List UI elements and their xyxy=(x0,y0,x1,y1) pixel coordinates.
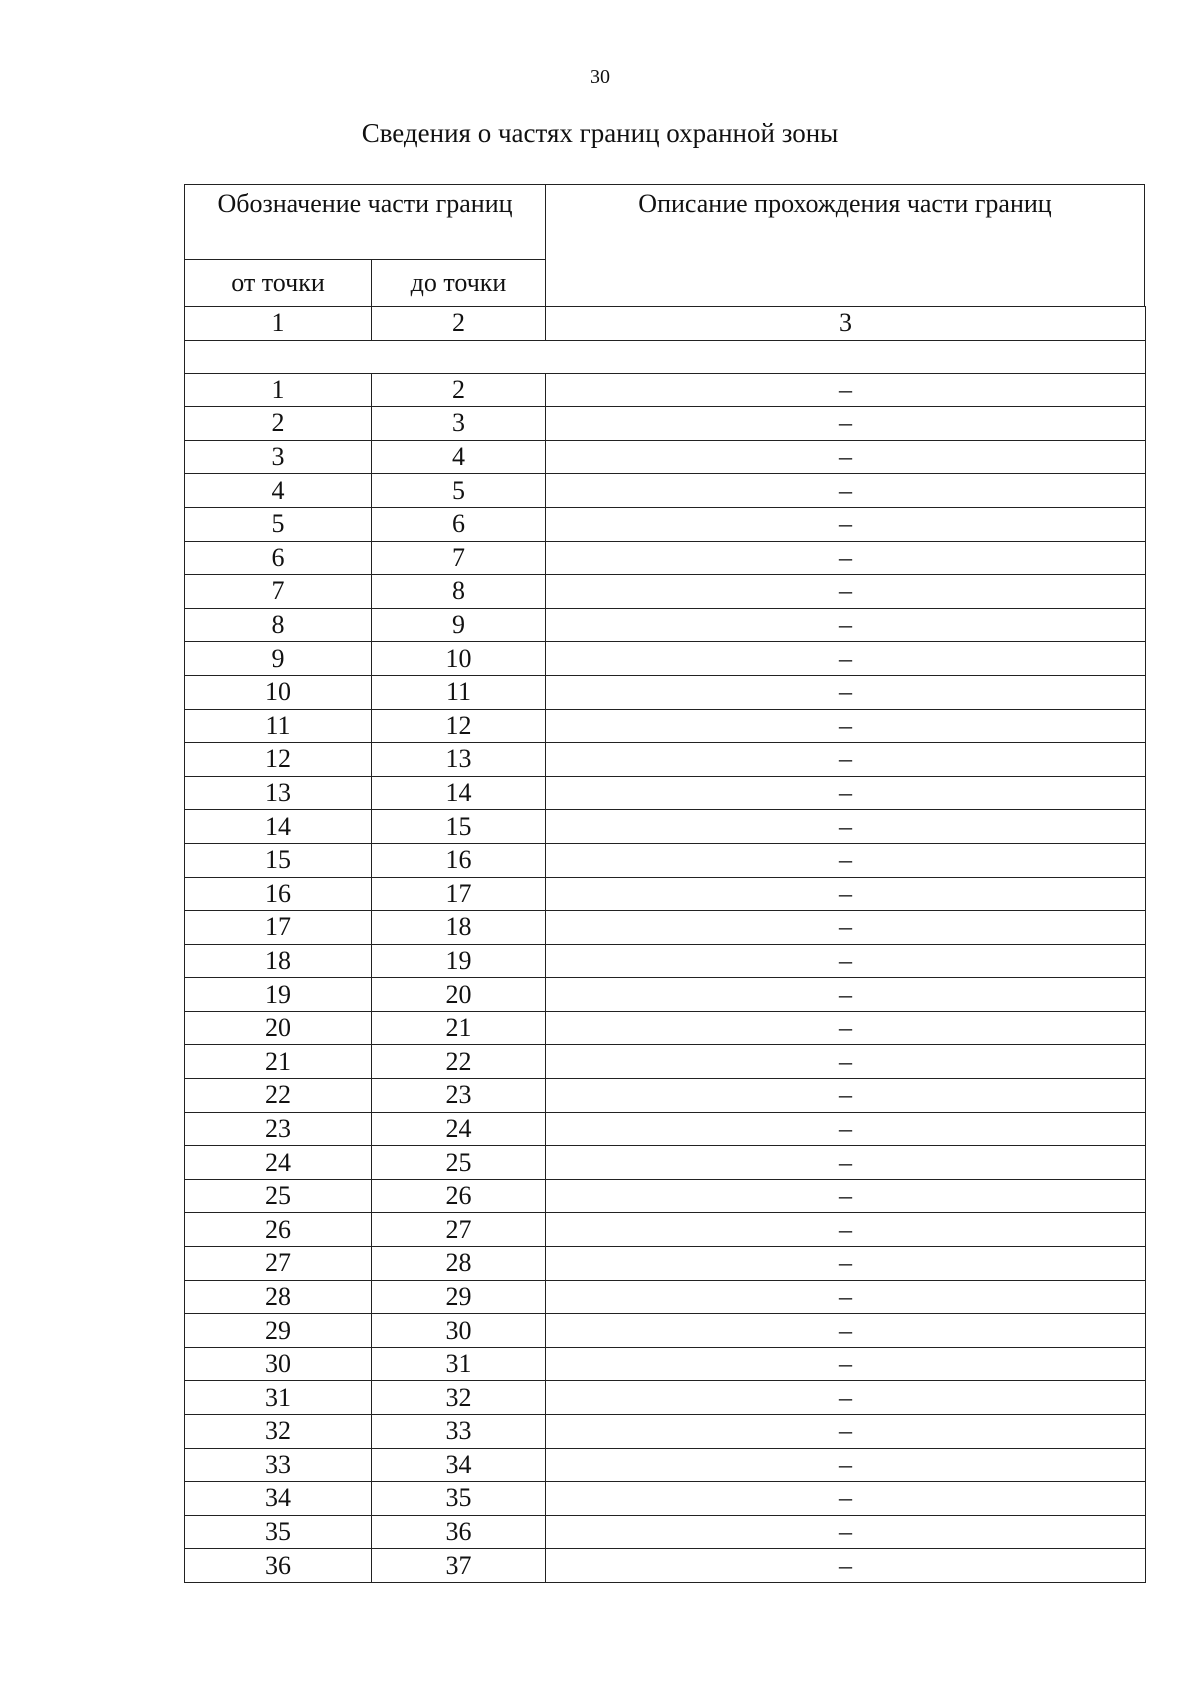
from-point-cell: 2 xyxy=(185,407,372,441)
table-row xyxy=(185,944,1146,978)
table-row xyxy=(185,978,1146,1012)
header-to-point: до точки xyxy=(372,260,546,307)
column-number-row xyxy=(185,307,1146,341)
table-row xyxy=(185,373,1146,407)
table-header xyxy=(184,184,1145,307)
table-row xyxy=(185,1011,1146,1045)
description-cell: – xyxy=(546,675,1146,709)
to-point-cell: 5 xyxy=(372,474,546,508)
from-point-cell: 32 xyxy=(185,1415,372,1449)
table-row xyxy=(185,1381,1146,1415)
to-point-cell: 30 xyxy=(372,1314,546,1348)
to-point-cell: 6 xyxy=(372,507,546,541)
to-point-cell: 23 xyxy=(372,1079,546,1113)
from-point-cell: 5 xyxy=(185,507,372,541)
table-row xyxy=(185,507,1146,541)
description-cell: – xyxy=(546,1314,1146,1348)
from-point-cell: 3 xyxy=(185,440,372,474)
description-cell: – xyxy=(546,709,1146,743)
from-point-cell: 26 xyxy=(185,1213,372,1247)
page-number: 30 xyxy=(590,66,610,88)
from-point-cell: 21 xyxy=(185,1045,372,1079)
from-point-cell: 6 xyxy=(185,541,372,575)
description-cell: – xyxy=(546,608,1146,642)
table-row xyxy=(185,1079,1146,1113)
to-point-cell: 16 xyxy=(372,843,546,877)
column-number-2: 2 xyxy=(372,307,546,341)
table-row xyxy=(185,1146,1146,1180)
description-cell: – xyxy=(546,1213,1146,1247)
table-row xyxy=(185,1045,1146,1079)
from-point-cell: 23 xyxy=(185,1112,372,1146)
table-row xyxy=(185,843,1146,877)
to-point-cell: 15 xyxy=(372,810,546,844)
table-row xyxy=(185,440,1146,474)
table-row xyxy=(185,407,1146,441)
description-cell: – xyxy=(546,1549,1146,1583)
table-row xyxy=(185,1515,1146,1549)
table-row xyxy=(185,1448,1146,1482)
table-row xyxy=(185,877,1146,911)
description-cell: – xyxy=(546,1448,1146,1482)
description-cell: – xyxy=(546,440,1146,474)
from-point-cell: 35 xyxy=(185,1515,372,1549)
from-point-cell: 12 xyxy=(185,743,372,777)
description-cell: – xyxy=(546,541,1146,575)
description-cell: – xyxy=(546,1045,1146,1079)
section-label xyxy=(185,340,1146,373)
table-row xyxy=(185,474,1146,508)
description-cell: – xyxy=(546,1079,1146,1113)
from-point-cell: 11 xyxy=(185,709,372,743)
to-point-cell: 37 xyxy=(372,1549,546,1583)
from-point-cell: 19 xyxy=(185,978,372,1012)
to-point-cell: 2 xyxy=(372,373,546,407)
to-point-cell: 3 xyxy=(372,407,546,441)
to-point-cell: 4 xyxy=(372,440,546,474)
table-row xyxy=(185,1347,1146,1381)
from-point-cell: 13 xyxy=(185,776,372,810)
from-point-cell: 8 xyxy=(185,608,372,642)
table-row xyxy=(185,575,1146,609)
from-point-cell: 7 xyxy=(185,575,372,609)
to-point-cell: 33 xyxy=(372,1415,546,1449)
to-point-cell: 9 xyxy=(372,608,546,642)
table-row xyxy=(185,911,1146,945)
from-point-cell: 31 xyxy=(185,1381,372,1415)
table-row xyxy=(185,675,1146,709)
to-point-cell: 27 xyxy=(372,1213,546,1247)
from-point-cell: 10 xyxy=(185,675,372,709)
table-row xyxy=(185,1179,1146,1213)
page-title: Сведения о частях границ охранной зоны xyxy=(361,118,839,148)
description-cell: – xyxy=(546,743,1146,777)
from-point-cell: 29 xyxy=(185,1314,372,1348)
description-cell: – xyxy=(546,575,1146,609)
to-point-cell: 7 xyxy=(372,541,546,575)
to-point-cell: 22 xyxy=(372,1045,546,1079)
description-cell: – xyxy=(546,978,1146,1012)
description-cell: – xyxy=(546,944,1146,978)
description-cell: – xyxy=(546,1347,1146,1381)
description-cell: – xyxy=(546,911,1146,945)
to-point-cell: 32 xyxy=(372,1381,546,1415)
to-point-cell: 12 xyxy=(372,709,546,743)
boundary-parts-table xyxy=(184,306,1146,1583)
to-point-cell: 8 xyxy=(372,575,546,609)
to-point-cell: 14 xyxy=(372,776,546,810)
description-cell: – xyxy=(546,1112,1146,1146)
from-point-cell: 25 xyxy=(185,1179,372,1213)
description-cell: – xyxy=(546,1011,1146,1045)
from-point-cell: 16 xyxy=(185,877,372,911)
description-cell: – xyxy=(546,810,1146,844)
table-row xyxy=(185,776,1146,810)
description-cell: – xyxy=(546,474,1146,508)
to-point-cell: 17 xyxy=(372,877,546,911)
table-row xyxy=(185,1314,1146,1348)
description-cell: – xyxy=(546,1381,1146,1415)
column-number-1: 1 xyxy=(185,307,372,341)
to-point-cell: 36 xyxy=(372,1515,546,1549)
table-row xyxy=(185,1280,1146,1314)
header-designation: Обозначение части границ xyxy=(185,185,546,260)
table-row xyxy=(185,1247,1146,1281)
description-cell: – xyxy=(546,373,1146,407)
from-point-cell: 15 xyxy=(185,843,372,877)
header-description: Описание прохождения части границ xyxy=(546,185,1145,307)
from-point-cell: 4 xyxy=(185,474,372,508)
to-point-cell: 26 xyxy=(372,1179,546,1213)
to-point-cell: 11 xyxy=(372,675,546,709)
table-row xyxy=(185,1213,1146,1247)
from-point-cell: 24 xyxy=(185,1146,372,1180)
from-point-cell: 28 xyxy=(185,1280,372,1314)
description-cell: – xyxy=(546,1415,1146,1449)
from-point-cell: 30 xyxy=(185,1347,372,1381)
table-row xyxy=(185,743,1146,777)
description-cell: – xyxy=(546,1515,1146,1549)
to-point-cell: 28 xyxy=(372,1247,546,1281)
description-cell: – xyxy=(546,1146,1146,1180)
from-point-cell: 22 xyxy=(185,1079,372,1113)
from-point-cell: 1 xyxy=(185,373,372,407)
table-row xyxy=(185,642,1146,676)
to-point-cell: 34 xyxy=(372,1448,546,1482)
to-point-cell: 20 xyxy=(372,978,546,1012)
section-row xyxy=(185,340,1146,373)
to-point-cell: 31 xyxy=(372,1347,546,1381)
description-cell: – xyxy=(546,843,1146,877)
from-point-cell: 36 xyxy=(185,1549,372,1583)
from-point-cell: 34 xyxy=(185,1482,372,1516)
description-cell: – xyxy=(546,877,1146,911)
from-point-cell: 9 xyxy=(185,642,372,676)
description-cell: – xyxy=(546,1179,1146,1213)
from-point-cell: 20 xyxy=(185,1011,372,1045)
description-cell: – xyxy=(546,1482,1146,1516)
description-cell: – xyxy=(546,1280,1146,1314)
table-row xyxy=(185,608,1146,642)
description-cell: – xyxy=(546,407,1146,441)
from-point-cell: 33 xyxy=(185,1448,372,1482)
table-row xyxy=(185,709,1146,743)
to-point-cell: 24 xyxy=(372,1112,546,1146)
header-from-point: от точки xyxy=(185,260,372,307)
to-point-cell: 29 xyxy=(372,1280,546,1314)
to-point-cell: 21 xyxy=(372,1011,546,1045)
description-cell: – xyxy=(546,642,1146,676)
description-cell: – xyxy=(546,1247,1146,1281)
table-row xyxy=(185,1482,1146,1516)
description-cell: – xyxy=(546,776,1146,810)
description-cell: – xyxy=(546,507,1146,541)
table-row xyxy=(185,1112,1146,1146)
to-point-cell: 35 xyxy=(372,1482,546,1516)
table-row xyxy=(185,810,1146,844)
to-point-cell: 19 xyxy=(372,944,546,978)
from-point-cell: 14 xyxy=(185,810,372,844)
from-point-cell: 27 xyxy=(185,1247,372,1281)
table-row xyxy=(185,541,1146,575)
from-point-cell: 18 xyxy=(185,944,372,978)
to-point-cell: 25 xyxy=(372,1146,546,1180)
table-row xyxy=(185,1415,1146,1449)
to-point-cell: 18 xyxy=(372,911,546,945)
to-point-cell: 10 xyxy=(372,642,546,676)
table-row xyxy=(185,1549,1146,1583)
to-point-cell: 13 xyxy=(372,743,546,777)
column-number-3: 3 xyxy=(546,307,1146,341)
from-point-cell: 17 xyxy=(185,911,372,945)
